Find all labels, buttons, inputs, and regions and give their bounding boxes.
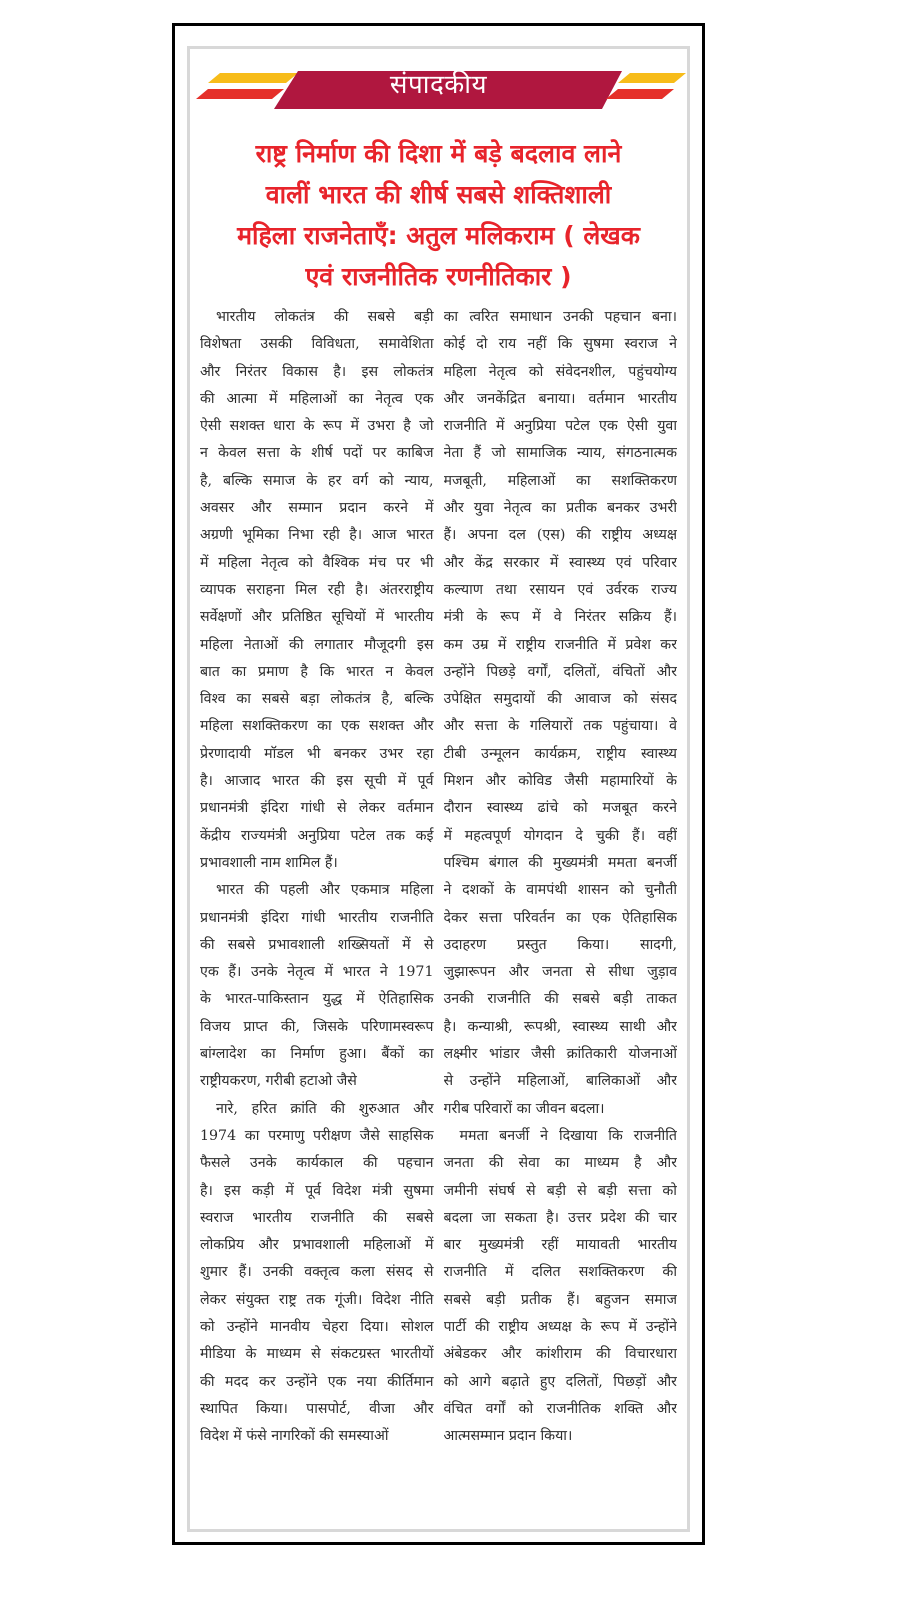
paragraph <box>200 304 434 877</box>
text-line: देकर सत्ता परिवर्तन का एक ऐतिहासिक <box>443 909 677 926</box>
text-line: और युवा नेतृत्व का प्रतीक बनकर उभरी <box>443 500 677 517</box>
text-line: पार्टी की राष्ट्रीय अध्यक्ष के रूप में उन्होंने <box>443 1318 677 1335</box>
text-line: उन्होंने पिछड़े वर्गों, दलितों, वंचितों और <box>443 663 677 680</box>
text-line: व्यापक सराहना मिल रही है। अंतरराष्ट्रीय <box>200 581 434 598</box>
text-line: मीडिया के माध्यम से संकटग्रस्त भारतीयों <box>200 1346 434 1363</box>
text-line: है, बल्कि समाज के हर वर्ग को न्याय, <box>200 472 434 489</box>
text-line: जमीनी संघर्ष से बड़ी से बड़ी सत्ता को <box>443 1182 677 1199</box>
text-line: महिला सशक्तिकरण का एक सशक्त और <box>200 718 434 735</box>
text-line: जनता की सेवा का माध्यम है और <box>443 1155 677 1172</box>
text-line: लेकर संयुक्त राष्ट्र तक गूंजी। विदेश नीति <box>200 1291 434 1308</box>
text-line: ने दशकों के वामपंथी शासन को चुनौती <box>443 882 677 899</box>
article-headline <box>198 133 679 297</box>
text-line: से उन्होंने महिलाओं, बालिकाओं और <box>443 1073 677 1090</box>
headline-line: एवं राजनीतिक रणनीतिकार ) <box>305 262 572 291</box>
paragraph <box>200 877 434 1095</box>
text-line: प्रभावशाली नाम शामिल हैं। <box>200 854 338 871</box>
text-line: उपेक्षित समुदायों की आवाज को संसद <box>443 691 677 708</box>
text-line: कोई दो राय नहीं कि सुषमा स्वराज ने <box>443 336 677 353</box>
text-line: भारतीय लोकतंत्र की सबसे बड़ी <box>216 309 434 325</box>
text-line: स्वराज भारतीय राजनीति की सबसे <box>200 1209 434 1226</box>
text-line: न केवल सत्ता के शीर्ष पदों पर काबिज <box>200 445 434 462</box>
text-line: आत्मसम्मान प्रदान किया। <box>443 1428 573 1445</box>
text-line: बांग्लादेश का निर्माण हुआ। बैंकों का <box>200 1046 434 1063</box>
headline-line: वालीं भारत की शीर्ष सबसे शक्तिशाली <box>265 180 612 209</box>
article-body <box>200 304 677 1521</box>
text-line: उनकी राजनीति की सबसे बड़ी ताकत <box>443 991 677 1008</box>
text-line: विश्व का सबसे बड़ा लोकतंत्र है, बल्कि <box>200 691 434 708</box>
text-line: विजय प्राप्त की, जिसके परिणामस्वरूप <box>200 1018 434 1035</box>
text-line: अंबेडकर और कांशीराम की विचारधारा <box>443 1346 677 1363</box>
text-line: राजनीति में अनुप्रिया पटेल एक ऐसी युवा <box>443 418 677 435</box>
text-line: फैसले उनके कार्यकाल की पहचान <box>200 1155 434 1172</box>
headline-line: राष्ट्र निर्माण की दिशा में बड़े बदलाव लाने <box>255 139 622 168</box>
paragraph <box>200 1096 434 1451</box>
paragraph <box>444 304 678 1123</box>
text-line: उदाहरण प्रस्तुत किया। सादगी, <box>443 936 677 953</box>
text-line: प्रधानमंत्री इंदिरा गांधी भारतीय राजनीति <box>200 909 434 926</box>
text-line: स्थापित किया। पासपोर्ट, वीजा और <box>200 1400 434 1417</box>
text-line: दौरान स्वास्थ्य ढांचे को मजबूत करने <box>443 800 677 817</box>
text-line: और जनकेंद्रित बनाया। वर्तमान भारतीय <box>443 390 677 407</box>
text-line: महिला नेताओं की लगातार मौजूदगी इस <box>200 636 434 653</box>
text-line: ममता बनर्जी ने दिखाया कि राजनीति <box>459 1127 677 1144</box>
text-line: और सत्ता के गलियारों तक पहुंचाया। वे <box>443 718 677 735</box>
text-line: मिशन और कोविड जैसी महामारियों के <box>443 773 677 790</box>
text-line: हैं। अपना दल (एस) की राष्ट्रीय अध्यक्ष <box>443 527 677 544</box>
headline-line: महिला राजनेताएँ: अतुल मलिकराम ( लेखक <box>237 221 640 250</box>
text-line: पश्चिम बंगाल की मुख्यमंत्री ममता बनर्जी <box>443 854 677 871</box>
text-line: वंचित वर्गों को राजनीतिक शक्ति और <box>443 1400 677 1417</box>
text-line: कम उम्र में राष्ट्रीय राजनीति में प्रवेश कर <box>443 636 677 653</box>
text-line: एक हैं। उनके नेतृत्व में भारत ने 1971 <box>200 964 434 981</box>
text-line: को आगे बढ़ाते हुए दलितों, पिछड़ों और <box>443 1373 677 1390</box>
section-banner <box>190 61 687 111</box>
text-line: विदेश में फंसे नागरिकों की समस्याओं <box>200 1428 389 1445</box>
section-label: संपादकीय <box>389 70 488 100</box>
text-line: महिला नेतृत्व को संवेदनशील, पहुंचयोग्य <box>443 363 677 380</box>
text-line: सर्वेक्षणों और प्रतिष्ठित सूचियों में भारतीय <box>200 609 434 626</box>
right-column <box>444 304 678 1521</box>
text-line: प्रेरणादायी मॉडल भी बनकर उभर रहा <box>200 745 434 762</box>
text-line: के भारत-पाकिस्तान युद्ध में ऐतिहासिक <box>200 991 434 1008</box>
text-line: केंद्रीय राज्यमंत्री अनुप्रिया पटेल तक कई <box>200 827 434 844</box>
text-line: 1974 का परमाणु परीक्षण जैसे साहसिक <box>200 1127 434 1144</box>
text-line: है। कन्याश्री, रूपश्री, स्वास्थ्य साथी और <box>443 1018 677 1035</box>
text-line: प्रधानमंत्री इंदिरा गांधी से लेकर वर्तमान <box>200 800 434 817</box>
text-line: और केंद्र सरकार में स्वास्थ्य एवं परिवार <box>443 554 677 571</box>
text-line: नेता हैं जो सामाजिक न्याय, संगठनात्मक <box>443 445 677 462</box>
text-line: ऐसी सशक्त धारा के रूप में उभरा है जो <box>200 418 434 435</box>
left-column <box>200 304 434 1521</box>
article-frame <box>172 23 705 1545</box>
text-line: में महिला नेतृत्व को वैश्विक मंच पर भी <box>200 554 434 571</box>
text-line: की आत्मा में महिलाओं का नेतृत्व एक <box>200 390 434 407</box>
text-line: लक्ष्मीर भांडार जैसी क्रांतिकारी योजनाओं <box>443 1046 677 1063</box>
text-line: है। इस कड़ी में पूर्व विदेश मंत्री सुषमा <box>200 1182 434 1199</box>
text-line: की मदद कर उन्होंने एक नया कीर्तिमान <box>200 1373 434 1390</box>
text-line: मजबूती, महिलाओं का सशक्तिकरण <box>443 472 677 489</box>
text-line: भारत की पहली और एकमात्र महिला <box>216 882 434 899</box>
text-line: बार मुख्यमंत्री रहीं मायावती भारतीय <box>443 1237 677 1254</box>
text-line: अग्रणी भूमिका निभा रही है। आज भारत <box>200 527 434 544</box>
text-line: अवसर और सम्मान प्रदान करने में <box>200 500 434 517</box>
text-line: को उन्होंने मानवीय चेहरा दिया। सोशल <box>200 1318 434 1335</box>
text-line: लोकप्रिय और प्रभावशाली महिलाओं में <box>200 1237 434 1254</box>
text-line: की सबसे प्रभावशाली शख्सियतों में से <box>200 936 434 953</box>
text-line: कल्याण तथा रसायन एवं उर्वरक राज्य <box>443 581 677 598</box>
text-line: है। आजाद भारत की इस सूची में पूर्व <box>200 773 434 790</box>
text-line: राष्ट्रीयकरण, गरीबी हटाओ जैसे <box>200 1073 357 1090</box>
text-line: में महत्वपूर्ण योगदान दे चुकी हैं। वहीं <box>443 827 677 844</box>
text-line: मंत्री के रूप में वे निरंतर सक्रिय हैं। <box>443 609 677 626</box>
text-line: जुझारूपन और जनता से सीधा जुड़ाव <box>443 964 677 981</box>
text-line: राजनीति में दलित सशक्तिकरण की <box>443 1264 677 1281</box>
paragraph <box>444 1123 678 1451</box>
text-line: का त्वरित समाधान उनकी पहचान बना। <box>443 309 677 325</box>
text-line: गरीब परिवारों का जीवन बदला। <box>443 1100 605 1117</box>
text-line: टीबी उन्मूलन कार्यक्रम, राष्ट्रीय स्वास्थ्य <box>443 745 677 762</box>
article-panel <box>187 46 690 1532</box>
text-line: नारे, हरित क्रांति की शुरुआत और <box>216 1100 434 1117</box>
text-line: बात का प्रमाण है कि भारत न केवल <box>200 663 434 680</box>
text-line: सबसे बड़ी प्रतीक हैं। बहुजन समाज <box>443 1291 677 1308</box>
text-line: विशेषता उसकी विविधता, समावेशिता <box>200 336 434 353</box>
text-line: बदला जा सकता है। उत्तर प्रदेश की चार <box>443 1209 677 1226</box>
text-line: शुमार हैं। उनकी वक्तृत्व कला संसद से <box>200 1264 434 1281</box>
text-line: और निरंतर विकास है। इस लोकतंत्र <box>200 363 434 380</box>
